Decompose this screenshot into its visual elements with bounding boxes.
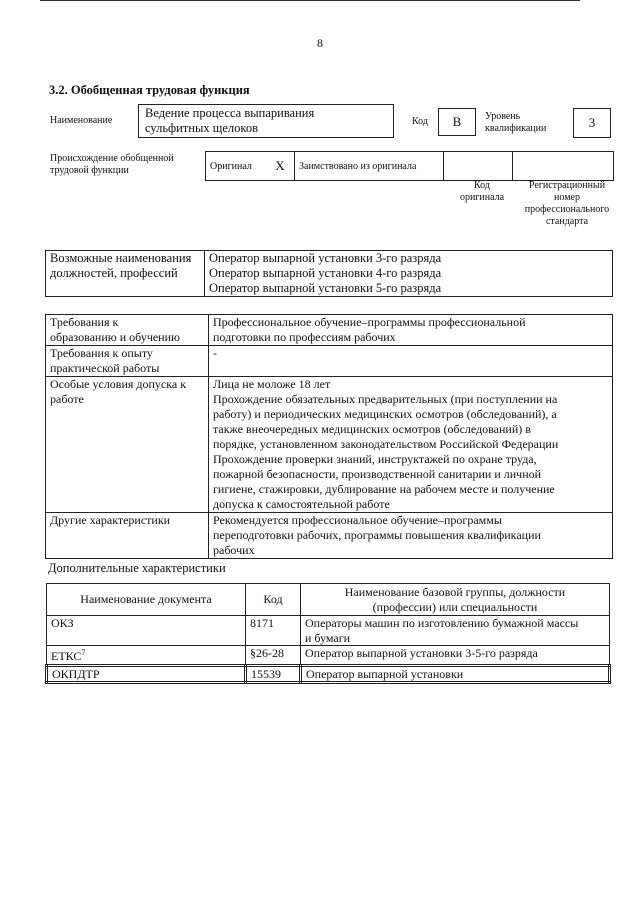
req-value-line: порядке, установленном законодательством Российской Федерации xyxy=(213,437,559,451)
row-doc-text: ЕТКС xyxy=(51,649,82,663)
header-name xyxy=(301,584,610,616)
origin-reg-cell xyxy=(513,152,614,181)
origin-code-cell xyxy=(444,152,513,181)
req-value-line: также внеочередных медицинских осмотров (обследований) в xyxy=(213,422,531,436)
req-label xyxy=(46,513,209,559)
origin-reg-caption xyxy=(515,180,619,228)
section-title: 3.2. Обобщенная трудовая функция xyxy=(49,83,250,97)
req-label xyxy=(46,315,209,346)
req-label-line: Требования к xyxy=(50,315,119,329)
req-label-line: Требования к опыту xyxy=(50,346,153,360)
caption-line: профессионального xyxy=(524,204,610,215)
origin-mark-cell: X xyxy=(266,152,295,181)
code-value-box: B xyxy=(438,108,476,136)
additional-title: Дополнительные характеристики xyxy=(48,561,226,575)
req-value-line: гигиене, стажировки, дублирование на рабочем месте и получение xyxy=(213,482,555,496)
req-value-line: Прохождение обязательных предварительных (при поступлении на xyxy=(213,392,558,406)
req-label xyxy=(46,377,209,513)
req-value-line: пожарной безопасности, производственной санитарии и личной xyxy=(213,467,542,481)
origin-code-caption xyxy=(452,180,512,204)
requirements-table xyxy=(45,314,613,559)
level-label xyxy=(485,111,546,135)
row-doc xyxy=(47,646,246,666)
positions-label xyxy=(46,251,205,297)
req-value-line: работу) и периодических медицинских осмотров (обследований), а xyxy=(213,407,557,421)
position-item: Оператор выпарной установки 5-го разряда xyxy=(209,281,442,295)
positions-list xyxy=(205,251,613,297)
row-name-line: и бумаги xyxy=(305,630,351,645)
req-label-line: практической работы xyxy=(50,361,160,375)
caption-line: номер xyxy=(554,192,580,203)
req-value-line: Рекомендуется профессиональное обучение–программы xyxy=(213,513,502,527)
origin-label-line: Происхождение обобщенной xyxy=(50,153,174,164)
req-label xyxy=(46,346,209,377)
caption-line: Код xyxy=(474,180,490,191)
caption-line: оригинала xyxy=(459,192,505,203)
code-label: Код xyxy=(412,116,428,127)
header-doc: Наименование документа xyxy=(47,584,246,616)
origin-label-line: трудовой функции xyxy=(50,165,129,176)
req-value xyxy=(209,315,613,346)
row-name xyxy=(301,665,610,683)
req-value-line: Профессиональное обучение–программы профессиональной xyxy=(213,315,526,329)
req-value-line: переподготовки рабочих, программы повышения квалификации xyxy=(213,528,541,542)
positions-label-line: должностей, профессий xyxy=(50,266,178,280)
req-value-line: рабочих xyxy=(213,543,255,557)
header-name-line: Наименование базовой группы, должности xyxy=(344,585,566,599)
function-name-line: сульфитных щелоков xyxy=(145,121,258,135)
row-doc xyxy=(47,665,246,683)
req-value-line: - xyxy=(213,346,217,360)
req-label-line: Другие характеристики xyxy=(50,513,171,527)
caption-line: стандарта xyxy=(545,216,589,227)
header-code: Код xyxy=(246,584,301,616)
origin-borrowed-cell: Заимствовано из оригинала xyxy=(295,152,444,181)
header-name-line: (профессии) или специальности xyxy=(372,599,538,614)
level-value-box: 3 xyxy=(573,108,611,138)
positions-label-line: Возможные наименования xyxy=(50,251,192,265)
req-value-line: Прохождение проверки знаний, инструктажей по охране труда, xyxy=(213,452,537,466)
row-code: 8171 xyxy=(246,616,301,646)
origin-label xyxy=(50,153,174,177)
origin-table xyxy=(205,151,614,181)
req-label-line: работе xyxy=(50,392,84,406)
row-code: 15539 xyxy=(246,665,301,683)
row-doc xyxy=(47,616,246,646)
req-label-line: Особые условия допуска к xyxy=(50,377,187,391)
level-label-line: Уровень xyxy=(485,111,521,122)
row-name-line: Оператор выпарной установки 3-5-го разряда xyxy=(305,646,538,660)
caption-line: Регистрационный xyxy=(528,180,606,191)
req-value-line: подготовки по профессиям рабочих xyxy=(213,330,396,344)
level-label-line: квалификации xyxy=(485,123,547,134)
positions-table xyxy=(45,250,613,297)
top-rule xyxy=(40,0,580,1)
row-name-line: Оператор выпарной установки xyxy=(306,666,464,681)
row-name xyxy=(301,646,610,666)
function-name-line: Ведение процесса выпаривания xyxy=(145,106,315,120)
req-value-line: Лица не моложе 18 лет xyxy=(213,377,331,391)
row-name-line: Операторы машин по изготовлению бумажной массы xyxy=(305,616,579,630)
name-label: Наименование xyxy=(50,115,113,126)
req-label-line: образованию и обучению xyxy=(50,330,180,344)
position-item: Оператор выпарной установки 3-го разряда xyxy=(209,251,442,265)
additional-table xyxy=(45,583,611,684)
function-name-box xyxy=(138,104,394,138)
req-value-line: допуска к самостоятельной работе xyxy=(213,497,390,511)
row-doc-text: ОКЗ xyxy=(51,616,74,630)
footnote-mark: 7 xyxy=(81,648,86,657)
req-value xyxy=(209,513,613,559)
position-item: Оператор выпарной установки 4-го разряда xyxy=(209,266,442,280)
row-code: §26-28 xyxy=(246,646,301,666)
req-value xyxy=(209,377,613,513)
page-number: 8 xyxy=(317,36,323,50)
origin-original-cell: Оригинал xyxy=(206,152,267,181)
req-value xyxy=(209,346,613,377)
row-name xyxy=(301,616,610,646)
row-doc-text: ОКПДТР xyxy=(52,666,100,681)
